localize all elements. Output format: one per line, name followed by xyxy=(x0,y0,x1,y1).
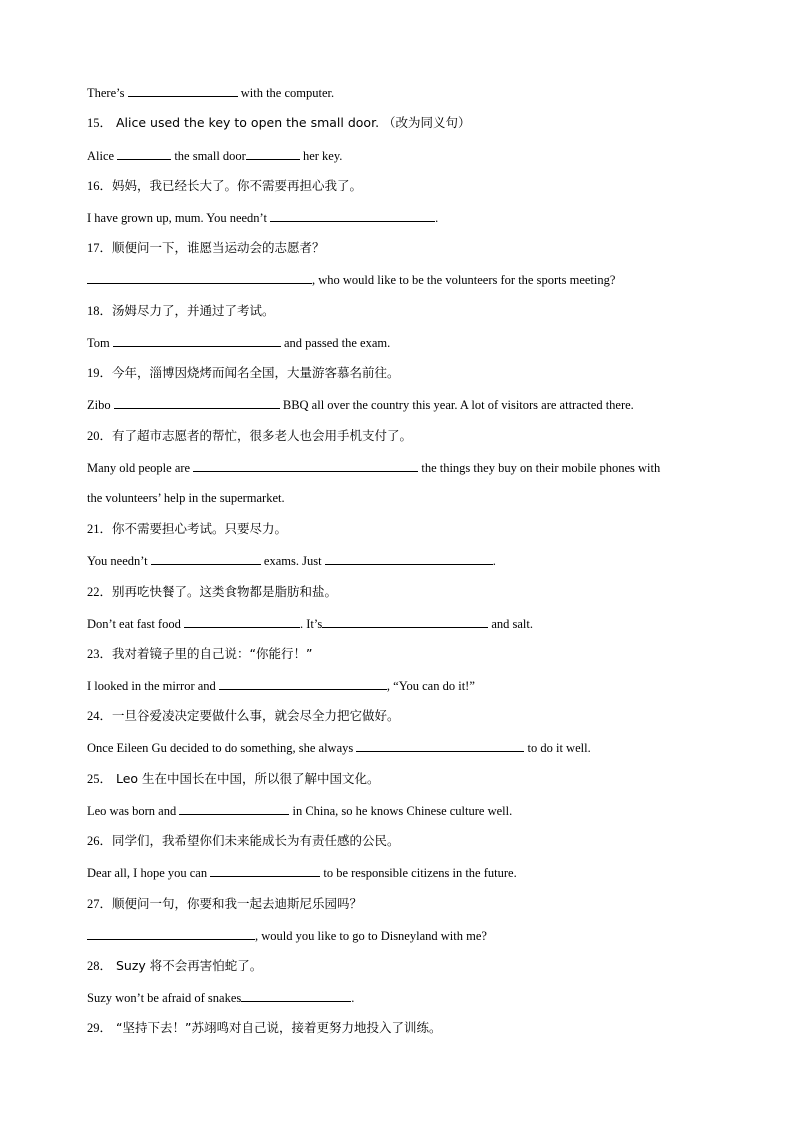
answer-line: You needn’t exams. Just . xyxy=(87,554,496,568)
answer-blank[interactable] xyxy=(193,459,418,472)
answer-line: Suzy won’t be afraid of snakes . xyxy=(87,991,355,1005)
answer-blank[interactable] xyxy=(128,84,238,97)
question-24: 24．一旦谷爱凌决定要做什么事，就会尽全力把它做好。 xyxy=(87,708,400,723)
question-27: 27．顺便问一句，你要和我一起去迪斯尼乐园吗？ xyxy=(87,896,363,911)
question-22: 22．别再吃快餐了。这类食物都是脂肪和盐。 xyxy=(87,584,338,599)
answer-blank[interactable] xyxy=(113,334,281,347)
answer-line: I have grown up, mum. You needn’t . xyxy=(87,211,439,225)
answer-line: Zibo BBQ all over the country this year. A lot of visitors are attracted there. xyxy=(87,398,634,412)
answer-line: Dear all, I hope you can to be responsible citizens in the future. xyxy=(87,866,517,880)
question-21: 21．你不需要担心考试。只要尽力。 xyxy=(87,521,288,536)
answer-blank[interactable] xyxy=(322,615,488,628)
answer-blank[interactable] xyxy=(356,739,524,752)
answer-line: Don’t eat fast food . It’s and salt. xyxy=(87,617,533,631)
question-28: 28． Suzy 将不会再害怕蛇了。 xyxy=(87,958,263,973)
answer-blank[interactable] xyxy=(151,552,261,565)
answer-blank[interactable] xyxy=(87,271,312,284)
question-15: 15． Alice used the key to open the small door. （改为同义句） xyxy=(87,115,471,130)
answer-blank[interactable] xyxy=(87,927,255,940)
answer-line: Tom and passed the exam. xyxy=(87,336,391,350)
answer-line: Once Eileen Gu decided to do something, she always to do it well. xyxy=(87,741,591,755)
answer-blank[interactable] xyxy=(184,615,300,628)
question-26: 26．同学们，我希望你们未来能成长为有责任感的公民。 xyxy=(87,833,400,848)
answer-line: There’s with the computer. xyxy=(87,86,335,100)
answer-blank[interactable] xyxy=(117,147,171,160)
question-17: 17．顺便问一下，谁愿当运动会的志愿者？ xyxy=(87,240,325,255)
answer-blank[interactable] xyxy=(241,989,351,1002)
question-20: 20．有了超市志愿者的帮忙，很多老人也会用手机支付了。 xyxy=(87,428,413,443)
answer-line: I looked in the mirror and , “You can do it!” xyxy=(87,679,475,693)
question-16: 16．妈妈，我已经长大了。你不需要再担心我了。 xyxy=(87,178,363,193)
answer-line: Many old people are the things they buy on their mobile phones with xyxy=(87,461,661,475)
answer-line: the volunteers’ help in the supermarket. xyxy=(87,491,285,505)
answer-line: , who would like to be the volunteers for the sports meeting? xyxy=(87,271,734,288)
answer-blank[interactable] xyxy=(219,677,387,690)
answer-line: Alice the small door her key. xyxy=(87,149,343,163)
question-18: 18．汤姆尽力了，并通过了考试。 xyxy=(87,303,275,318)
answer-blank[interactable] xyxy=(270,209,435,222)
question-29: 29． “坚持下去！”苏翊鸣对自己说，接着更努力地投入了训练。 xyxy=(87,1020,442,1035)
question-23: 23．我对着镜子里的自己说：“你能行！” xyxy=(87,646,313,661)
answer-blank[interactable] xyxy=(325,552,493,565)
question-19: 19．今年，淄博因烧烤而闻名全国，大量游客慕名前往。 xyxy=(87,365,400,380)
answer-blank[interactable] xyxy=(114,396,280,409)
answer-blank[interactable] xyxy=(179,802,289,815)
answer-line: Leo was born and in China, so he knows Chinese culture well. xyxy=(87,804,513,818)
question-25: 25． Leo 生在中国长在中国，所以很了解中国文化。 xyxy=(87,771,380,786)
answer-line: , would you like to go to Disneyland with me? xyxy=(87,927,734,944)
answer-blank[interactable] xyxy=(246,147,300,160)
answer-blank[interactable] xyxy=(210,864,320,877)
